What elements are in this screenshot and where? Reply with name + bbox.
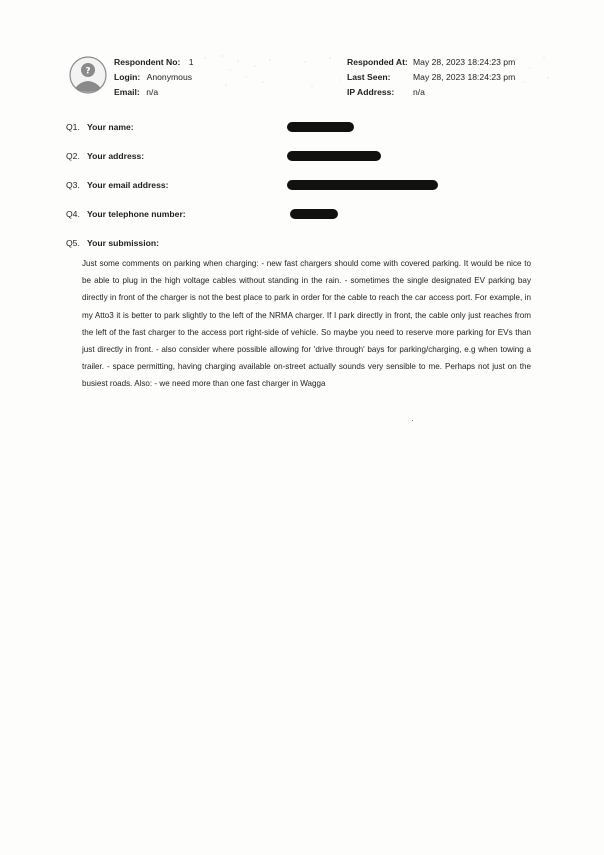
responded-at-label: Responded At: [347, 57, 408, 67]
email-label: Email: [114, 87, 140, 97]
email-value: n/a [146, 87, 159, 97]
redaction-telephone [290, 209, 338, 219]
scan-noise [300, 52, 350, 92]
last-seen-label: Last Seen: [347, 72, 391, 82]
redaction-name [287, 122, 354, 132]
respondent-no-label: Respondent No: [114, 57, 181, 67]
responded-at-value: May 28, 2023 18:24:23 pm [413, 57, 516, 67]
question-number: Q3. [66, 180, 80, 190]
redaction-address [287, 151, 381, 161]
user-avatar-icon [69, 56, 107, 94]
question-2 [66, 151, 144, 161]
scan-speck [412, 420, 413, 421]
question-number: Q1. [66, 122, 80, 132]
respondent-info [114, 55, 194, 100]
question-label: Your email address: [87, 180, 169, 190]
question-3 [66, 180, 169, 190]
scan-noise [510, 52, 555, 92]
ip-address-label: IP Address: [347, 87, 395, 97]
question-label: Your name: [87, 122, 134, 132]
last-seen-value: May 28, 2023 18:24:23 pm [413, 72, 516, 82]
scan-noise [200, 52, 280, 92]
login-label: Login: [114, 72, 141, 82]
question-5 [66, 238, 159, 248]
ip-address-value: n/a [413, 87, 425, 97]
question-4 [66, 209, 186, 219]
submission-text: Just some comments on parking when charging: - new fast chargers should come with covered parking. It would be nice to be able to plug in the high voltage cables without standing in the rain. - sometimes the single designated EV parking bay directly in front of the charger is not the best place to park in order for the cable to reach the car access port. For example, in my Atto3 it is better to park slightly to the left of the NRMA charger. If I park directly in front, the cable only just reaches from the left of the fast charger to the access port right-side of vehicle. So maybe you need to reserve more parking for EVs than just directly in front. - also consider where possible allowing for 'drive through' bays for parking/charging, e.g when towing a trailer. - space permitting, having charging available on-street actually sounds very sensible to me. Perhaps not just on the busiest roads. Also: - we need more than one fast charger in Wagga [82, 259, 531, 389]
respondent-no-value: 1 [188, 57, 194, 67]
question-label: Your address: [87, 151, 145, 161]
login-value: Anonymous [146, 72, 193, 82]
question-number: Q2. [66, 151, 80, 161]
question-label: Your submission: [87, 238, 159, 248]
question-label: Your telephone number: [87, 209, 186, 219]
question-number: Q4. [66, 209, 80, 219]
question-1 [66, 122, 134, 132]
question-number: Q5. [66, 238, 80, 248]
response-meta [347, 55, 515, 100]
svg-text:?: ? [85, 66, 91, 77]
redaction-email [287, 180, 438, 190]
